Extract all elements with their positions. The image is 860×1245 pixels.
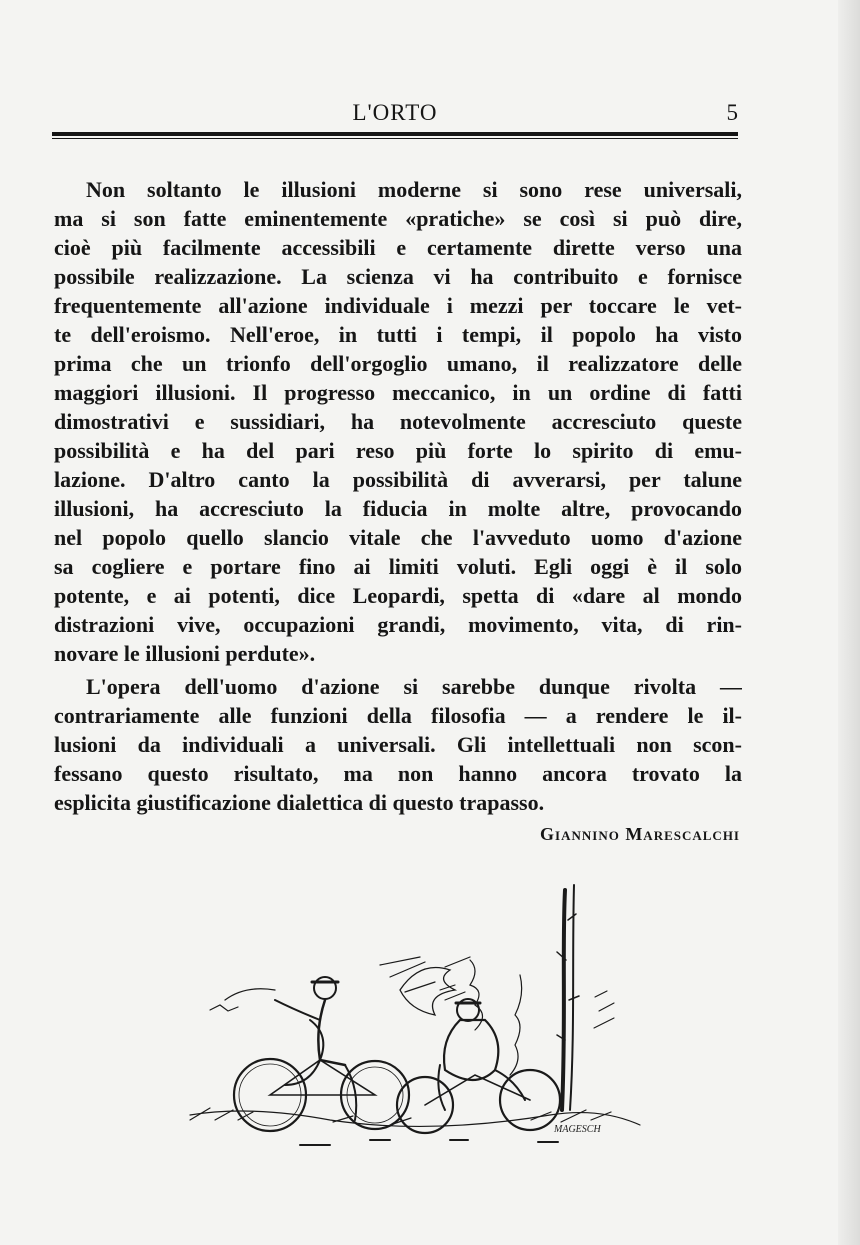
header-rule-thin	[52, 138, 738, 139]
text-line: ma si son fatte eminentemente «pratiche» se così si può dire,	[54, 206, 742, 231]
text-line: distrazioni vive, occupazioni grandi, movimento, vita, di rin-	[54, 612, 742, 637]
text-line: nel popolo quello slancio vitale che l'avveduto uomo d'azione	[54, 525, 742, 550]
header-rule	[52, 132, 738, 136]
text-line: novare le illusioni perdute».	[54, 641, 316, 666]
paragraph-1	[54, 175, 742, 668]
page-edge	[838, 0, 860, 1245]
text-line: dimostrativi e sussidiari, ha notevolmente accresciuto queste	[54, 409, 742, 434]
article-body	[54, 175, 742, 817]
text-line: potente, e ai potenti, dice Leopardi, spetta di «dare al mondo	[54, 583, 742, 608]
illustration-signature: MAGESCH	[554, 1124, 601, 1135]
text-line: L'opera dell'uomo d'azione si sarebbe dunque rivolta —	[86, 674, 742, 699]
author-signature: Giannino Marescalchi	[540, 824, 740, 844]
text-line: lusioni da individuali a universali. Gli intellettuali non scon-	[54, 732, 742, 757]
text-line: frequentemente all'azione individuale i mezzi per toccare le vet-	[54, 293, 742, 318]
cyclists-illustration	[170, 870, 650, 1160]
text-line: Non soltanto le illusioni moderne si sono rese universali,	[86, 177, 742, 202]
text-line: possibilità e ha del pari reso più forte lo spirito di emu-	[54, 438, 742, 463]
page-number: 5	[726, 100, 738, 125]
running-title: L'ORTO	[352, 100, 438, 125]
text-line: sa cogliere e portare fino ai limiti voluti. Egli oggi è il solo	[54, 554, 742, 579]
text-line: esplicita giustificazione dialettica di questo trapasso.	[54, 790, 545, 815]
text-line: cioè più facilmente accessibili e certamente dirette verso una	[54, 235, 742, 260]
text-line: te dell'eroismo. Nell'eroe, in tutti i tempi, il popolo ha visto	[54, 322, 742, 347]
text-line: contrariamente alle funzioni della filosofia — a rendere le il-	[54, 703, 742, 728]
page-header	[52, 100, 738, 130]
text-line: fessano questo risultato, ma non hanno ancora trovato la	[54, 761, 742, 786]
text-line: lazione. D'altro canto la possibilità di avverarsi, per talune	[54, 467, 742, 492]
text-line: illusioni, ha accresciuto la fiducia in molte altre, provocando	[54, 496, 742, 521]
text-line: possibile realizzazione. La scienza vi ha contribuito e fornisce	[54, 264, 742, 289]
text-line: maggiori illusioni. Il progresso meccanico, in un ordine di fatti	[54, 380, 742, 405]
text-line: prima che un trionfo dell'orgoglio umano, il realizzatore delle	[54, 351, 742, 376]
paragraph-2	[54, 672, 742, 817]
